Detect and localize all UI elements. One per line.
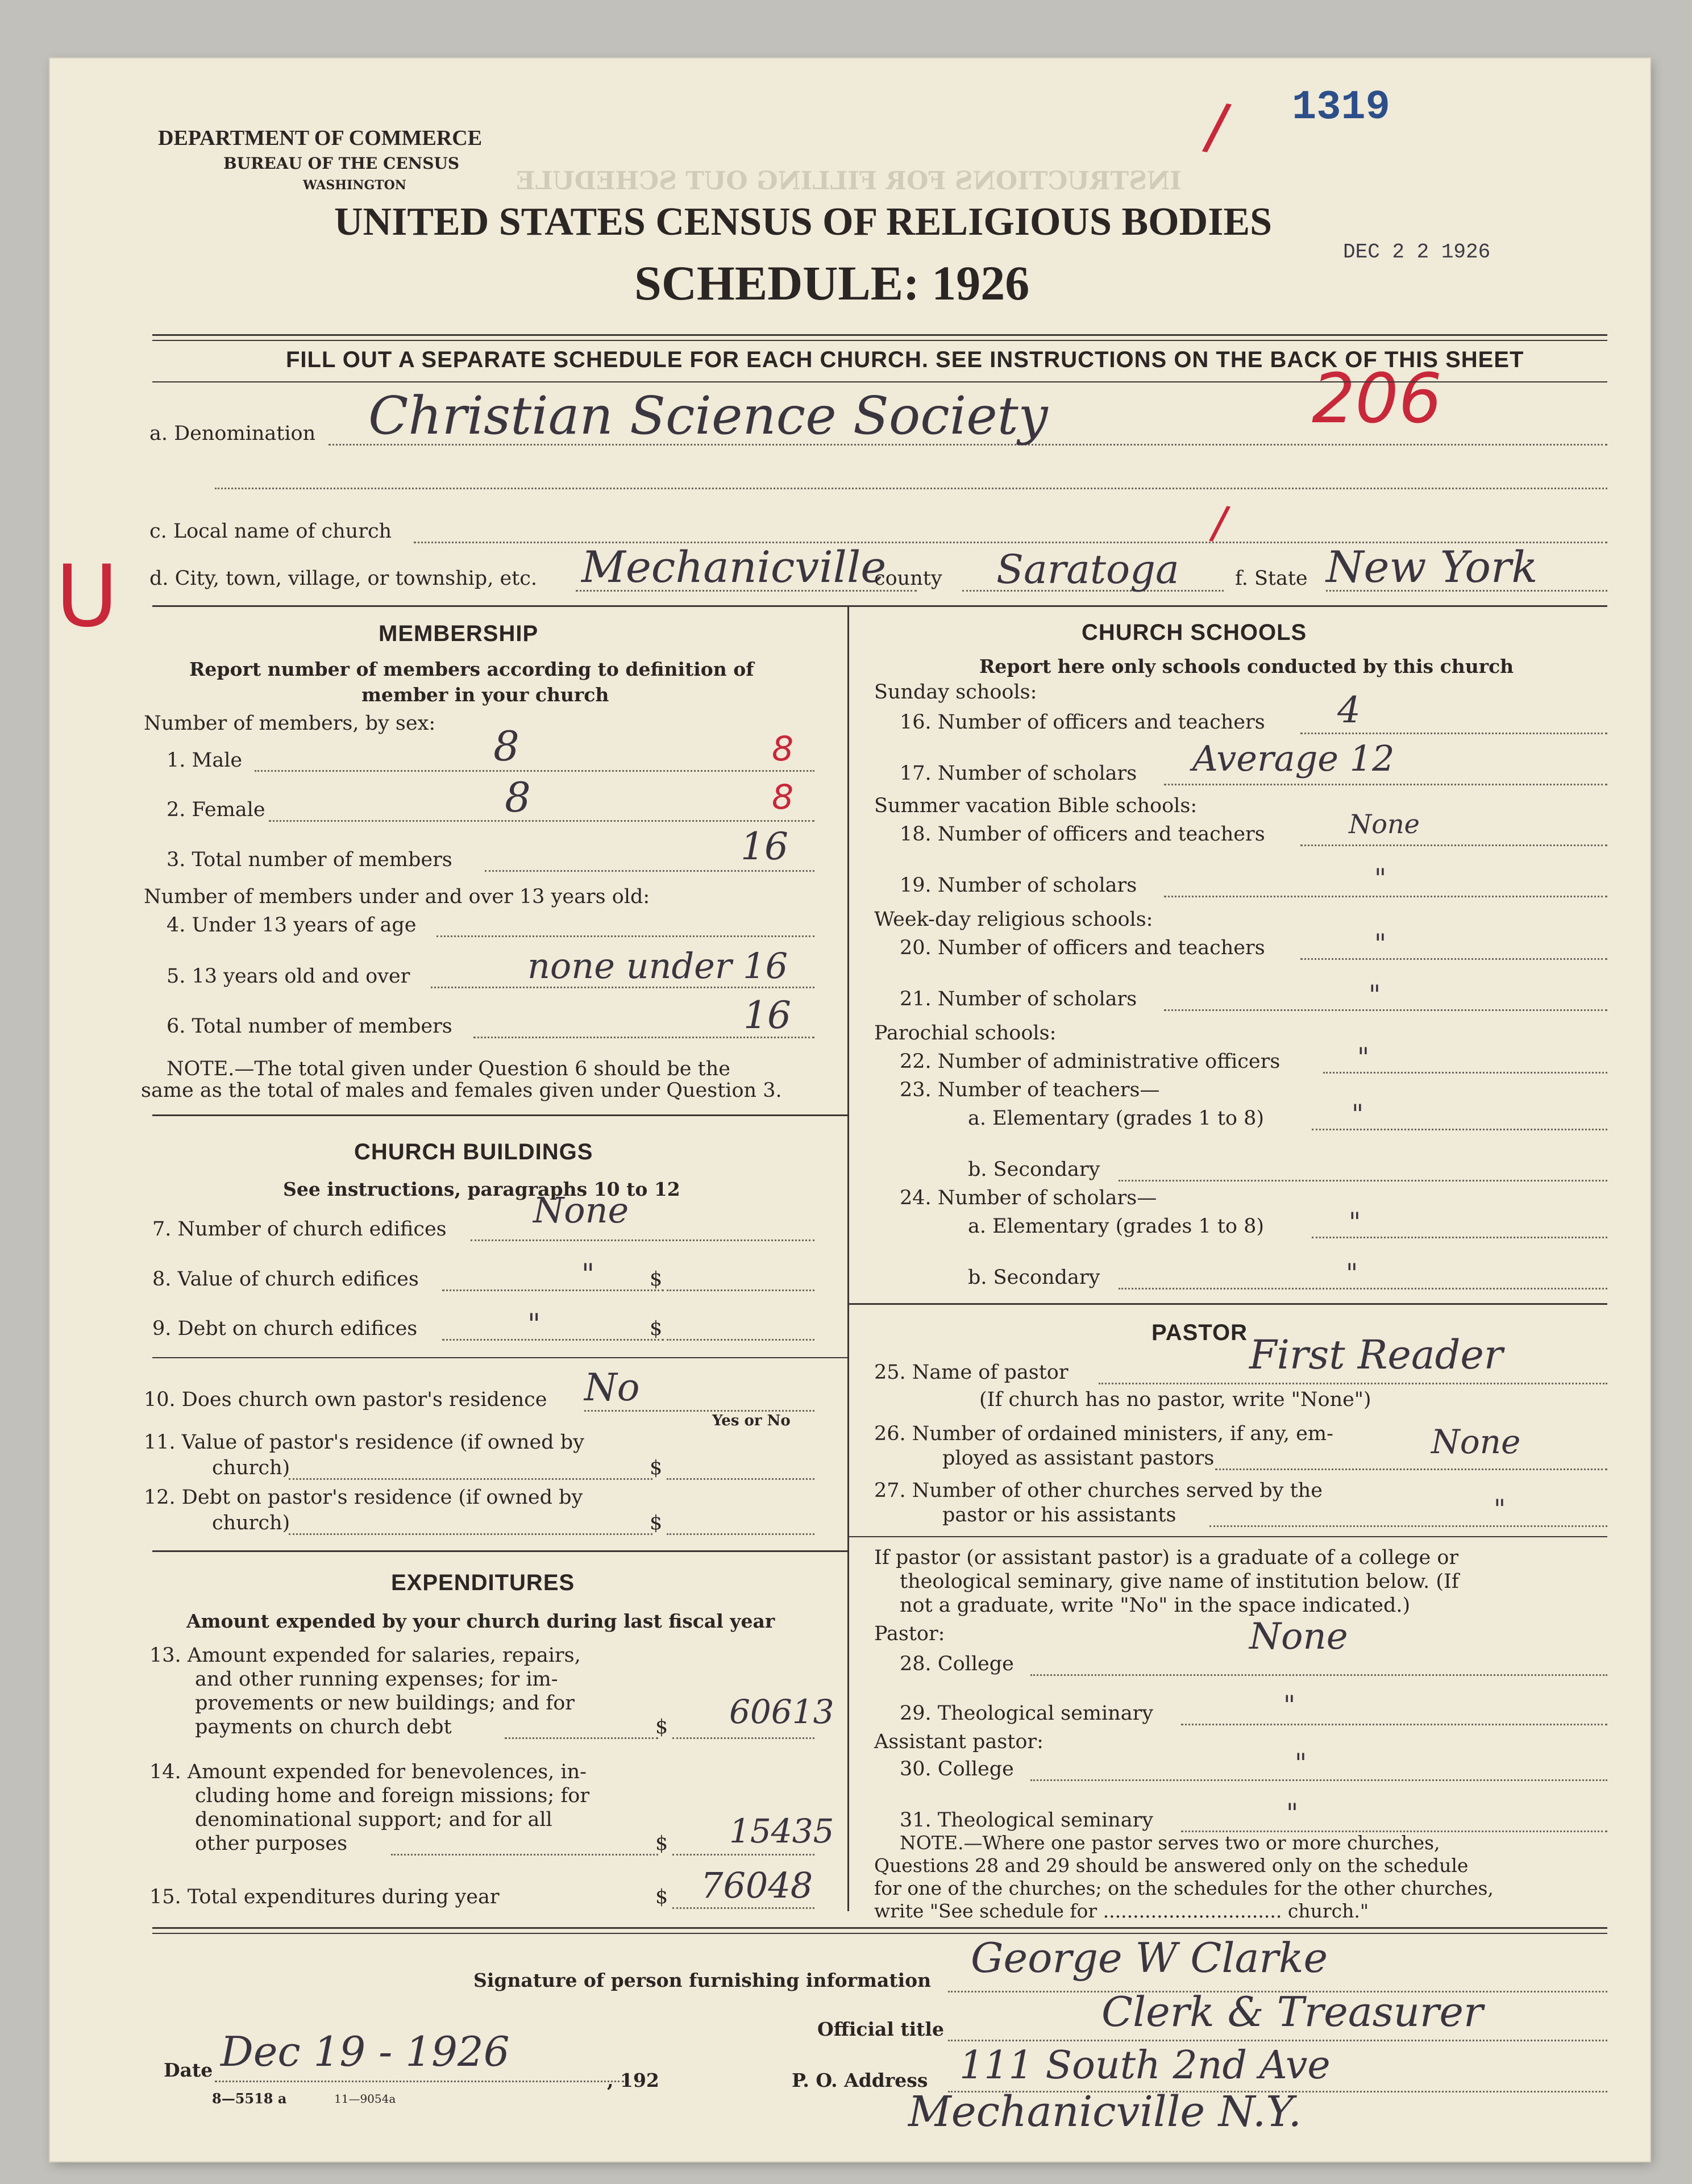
q30-label: 30. College bbox=[900, 1758, 1014, 1781]
q12-label: 12. Debt on pastor's residence (if owned by bbox=[144, 1486, 583, 1509]
q7-label: 7. Number of church edifices bbox=[152, 1218, 447, 1241]
membership-intro-1: Report number of members according to definition of bbox=[189, 658, 754, 680]
q28-label: 28. College bbox=[900, 1653, 1014, 1675]
q2-red-value: 8 bbox=[772, 777, 794, 817]
q28-value: None bbox=[1249, 1616, 1348, 1658]
date-value: Dec 19 - 1926 bbox=[221, 2028, 510, 2075]
signature-value: George W Clarke bbox=[971, 1934, 1328, 1982]
q27-value: " bbox=[1494, 1494, 1506, 1524]
grad-line-3: not a graduate, write "No" in the space indicated.) bbox=[900, 1594, 1411, 1617]
members-by-sex-label: Number of members, by sex: bbox=[144, 712, 436, 735]
q24-label: 24. Number of scholars— bbox=[900, 1187, 1157, 1209]
q7-value: None bbox=[533, 1189, 629, 1231]
official-title-value: Clerk & Treasurer bbox=[1101, 1988, 1483, 2036]
schools-sub: Report here only schools conducted by this church bbox=[979, 655, 1514, 677]
q23a-label: a. Elementary (grades 1 to 8) bbox=[968, 1107, 1265, 1130]
yes-no-hint: Yes or No bbox=[712, 1412, 791, 1429]
summer-schools-label: Summer vacation Bible schools: bbox=[874, 794, 1198, 817]
q17-label: 17. Number of scholars bbox=[900, 762, 1137, 785]
form-number: 8—5518 a bbox=[212, 2090, 287, 2107]
expenditures-sub: Amount expended by your church during last fiscal year bbox=[186, 1610, 775, 1632]
grad-line-2: theological seminary, give name of institution below. (If bbox=[900, 1570, 1459, 1593]
grad-line-1: If pastor (or assistant pastor) is a graduate of a college or bbox=[874, 1546, 1459, 1569]
q26-label-2: ployed as assistant pastors bbox=[942, 1447, 1215, 1470]
q23-label: 23. Number of teachers— bbox=[900, 1079, 1160, 1101]
census-schedule-sheet bbox=[50, 59, 1650, 2161]
q12-dollar: $ bbox=[650, 1512, 663, 1534]
q14-dollar: $ bbox=[655, 1832, 668, 1855]
county-label: county bbox=[874, 567, 942, 590]
local-name-label: c. Local name of church bbox=[149, 520, 392, 543]
bleed-through-title: INSTRUCTIONS FOR FILLING OUT SCHEDULE bbox=[516, 167, 1182, 195]
red-code-number: 206 bbox=[1312, 360, 1442, 439]
pastor-note-1: NOTE.—Where one pastor serves two or more churches, bbox=[900, 1832, 1440, 1854]
q23a-value: " bbox=[1352, 1099, 1364, 1129]
q8-label: 8. Value of church edifices bbox=[152, 1268, 419, 1291]
q23b-label: b. Secondary bbox=[968, 1158, 1100, 1181]
q14-line-1: 14. Amount expended for benevolences, in- bbox=[149, 1761, 587, 1783]
q3-value: 16 bbox=[741, 825, 788, 868]
pastor-sub-label: Pastor: bbox=[874, 1623, 945, 1645]
form-subtitle: SCHEDULE: 1926 bbox=[634, 256, 1030, 310]
q19-value: " bbox=[1374, 863, 1387, 893]
q6-label: 6. Total number of members bbox=[167, 1015, 452, 1038]
q31-label: 31. Theological seminary bbox=[900, 1809, 1154, 1832]
bureau-city: WASHINGTON bbox=[303, 178, 406, 193]
buildings-title: CHURCH BUILDINGS bbox=[354, 1139, 593, 1164]
q25-value: First Reader bbox=[1249, 1332, 1503, 1378]
pastor-title: PASTOR bbox=[1151, 1320, 1248, 1345]
schools-title: CHURCH SCHOOLS bbox=[1082, 620, 1307, 645]
official-title-label: Official title bbox=[817, 2018, 944, 2040]
stamp-number: 1319 bbox=[1292, 84, 1390, 131]
q10-value: No bbox=[584, 1366, 640, 1409]
city-label: d. City, town, village, or township, etc. bbox=[149, 567, 537, 590]
red-u-mark: U bbox=[56, 547, 118, 646]
q3-label: 3. Total number of members bbox=[167, 848, 452, 871]
po-address-value-2: Mechanicville N.Y. bbox=[908, 2087, 1302, 2136]
q15-value: 76048 bbox=[701, 1865, 813, 1906]
county-value: Saratoga bbox=[996, 546, 1179, 593]
q13-line-4: payments on church debt bbox=[195, 1716, 452, 1738]
q11-label-2: church) bbox=[212, 1457, 290, 1479]
q26-label: 26. Number of ordained ministers, if any, em- bbox=[874, 1422, 1333, 1445]
date-suffix: , 192 bbox=[607, 2069, 659, 2091]
q14-value: 15435 bbox=[729, 1812, 834, 1850]
under-over-label: Number of members under and over 13 years old: bbox=[144, 885, 650, 908]
pastor-note-3: for one of the churches; on the schedules for the other churches, bbox=[874, 1877, 1494, 1899]
q11-label: 11. Value of pastor's residence (if owned by bbox=[144, 1431, 584, 1454]
q19-label: 19. Number of scholars bbox=[900, 874, 1137, 897]
form-title: UNITED STATES CENSUS OF RELIGIOUS BODIES bbox=[334, 200, 1273, 244]
membership-intro-2: member in your church bbox=[361, 684, 609, 706]
q17-value: Average 12 bbox=[1192, 738, 1395, 779]
q24a-value: " bbox=[1349, 1207, 1361, 1237]
q14-line-3: denominational support; and for all bbox=[195, 1808, 552, 1831]
department-name: DEPARTMENT OF COMMERCE bbox=[158, 126, 483, 150]
po-address-label: P. O. Address bbox=[792, 2069, 928, 2091]
q8-dollar: $ bbox=[650, 1268, 663, 1291]
q9-dollar: $ bbox=[650, 1317, 663, 1340]
q8-value: " bbox=[581, 1258, 595, 1291]
q22-value: " bbox=[1357, 1042, 1370, 1072]
city-value: Mechanicville bbox=[581, 542, 887, 592]
date-label: Date bbox=[164, 2059, 213, 2081]
q6-value: 16 bbox=[743, 993, 791, 1037]
q25-note: (If church has no pastor, write "None") bbox=[979, 1388, 1371, 1411]
bureau-name: BUREAU OF THE CENSUS bbox=[223, 154, 460, 173]
q2-label: 2. Female bbox=[167, 798, 265, 821]
po-address-value-1: 111 South 2nd Ave bbox=[959, 2043, 1331, 2088]
q20-label: 20. Number of officers and teachers bbox=[900, 937, 1265, 959]
buildings-sub: See instructions, paragraphs 10 to 12 bbox=[283, 1178, 680, 1200]
signature-label: Signature of person furnishing information bbox=[473, 1969, 932, 1991]
state-label: f. State bbox=[1235, 567, 1308, 590]
q26-value: None bbox=[1431, 1422, 1521, 1461]
stamp-date: DEC 2 2 1926 bbox=[1343, 240, 1491, 264]
q1-value: 8 bbox=[493, 722, 519, 770]
expenditures-title: EXPENDITURES bbox=[391, 1570, 575, 1595]
q13-line-2: and other running expenses; for im- bbox=[195, 1668, 558, 1691]
q24b-value: " bbox=[1346, 1258, 1358, 1288]
denomination-value: Christian Science Society bbox=[368, 385, 1048, 446]
q1-label: 1. Male bbox=[167, 749, 243, 772]
state-value: New York bbox=[1326, 542, 1538, 592]
q13-line-3: provements or new buildings; and for bbox=[195, 1692, 575, 1715]
assistant-pastor-label: Assistant pastor: bbox=[874, 1730, 1044, 1753]
q5-label: 5. 13 years old and over bbox=[167, 965, 410, 988]
q12-label-2: church) bbox=[212, 1512, 290, 1534]
q29-label: 29. Theological seminary bbox=[900, 1702, 1154, 1725]
denomination-label: a. Denomination bbox=[149, 422, 316, 445]
membership-title: MEMBERSHIP bbox=[379, 621, 539, 646]
q15-dollar: $ bbox=[655, 1886, 668, 1908]
q29-value: " bbox=[1283, 1690, 1296, 1720]
q5-value: none under 16 bbox=[527, 945, 788, 987]
local-name-value: / bbox=[1208, 495, 1232, 550]
q13-line-1: 13. Amount expended for salaries, repairs, bbox=[149, 1644, 581, 1667]
membership-note-1: NOTE.—The total given under Question 6 should be the bbox=[167, 1058, 730, 1080]
q10-label: 10. Does church own pastor's residence bbox=[144, 1388, 547, 1411]
fill-out-instruction: FILL OUT A SEPARATE SCHEDULE FOR EACH CHURCH. SEE INSTRUCTIONS ON THE BACK OF THIS SHEET bbox=[286, 347, 1524, 372]
q21-label: 21. Number of scholars bbox=[900, 988, 1137, 1010]
q13-value: 60613 bbox=[729, 1692, 834, 1731]
q13-dollar: $ bbox=[655, 1716, 668, 1738]
q11-dollar: $ bbox=[650, 1457, 663, 1479]
q31-value: " bbox=[1286, 1798, 1299, 1828]
q21-value: " bbox=[1369, 979, 1381, 1010]
q4-label: 4. Under 13 years of age bbox=[167, 914, 417, 937]
membership-note-2: same as the total of males and females given under Question 3. bbox=[141, 1079, 782, 1102]
q9-value: " bbox=[527, 1308, 541, 1341]
q9-label: 9. Debt on church edifices bbox=[152, 1317, 418, 1340]
weekday-schools-label: Week-day religious schools: bbox=[874, 908, 1153, 931]
pastor-note-4: write "See schedule for .............................. church." bbox=[874, 1900, 1369, 1922]
print-number: 11—9054a bbox=[334, 2092, 396, 2106]
q14-line-2: cluding home and foreign missions; for bbox=[195, 1784, 590, 1807]
q24a-label: a. Elementary (grades 1 to 8) bbox=[968, 1215, 1265, 1238]
q15-label: 15. Total expenditures during year bbox=[149, 1886, 500, 1908]
q1-red-value: 8 bbox=[772, 729, 794, 769]
q2-value: 8 bbox=[505, 773, 531, 821]
q14-line-4: other purposes bbox=[195, 1832, 348, 1855]
q18-value: None bbox=[1349, 809, 1420, 839]
q16-label: 16. Number of officers and teachers bbox=[900, 711, 1265, 734]
q25-label: 25. Name of pastor bbox=[874, 1361, 1069, 1384]
parochial-schools-label: Parochial schools: bbox=[874, 1022, 1057, 1045]
red-check-mark: / bbox=[1200, 88, 1234, 164]
q30-value: " bbox=[1295, 1748, 1307, 1778]
sunday-schools-label: Sunday schools: bbox=[874, 681, 1037, 704]
pastor-note-2: Questions 28 and 29 should be answered only on the schedule bbox=[874, 1854, 1469, 1877]
q27-label-2: pastor or his assistants bbox=[942, 1504, 1176, 1526]
q16-value: 4 bbox=[1337, 689, 1361, 731]
q20-value: " bbox=[1374, 928, 1387, 959]
q24b-label: b. Secondary bbox=[968, 1266, 1100, 1289]
q27-label: 27. Number of other churches served by the bbox=[874, 1479, 1323, 1502]
q18-label: 18. Number of officers and teachers bbox=[900, 823, 1265, 846]
q22-label: 22. Number of administrative officers bbox=[900, 1050, 1281, 1073]
